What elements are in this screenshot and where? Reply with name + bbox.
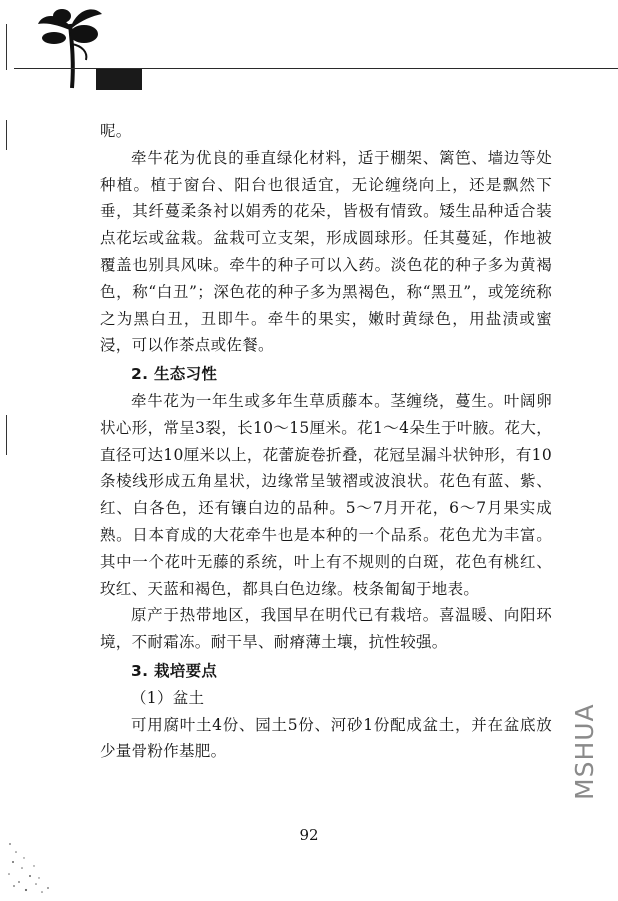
scan-speckle bbox=[6, 838, 66, 898]
paragraph: 牵牛花为优良的垂直绿化材料，适于棚架、篱笆、墙边等处种植。植于窗台、阳台也很适宜，无论缠绕向上，还是飘然下垂，其纤蔓柔条衬以娟秀的花朵，皆极有情致。矮生品种适合装点花坛或盆栽。盆栽可立支架，形成圆球形。任其蔓延，作地被覆盖也别具风味。牵牛的种子可以入药。淡色花的种子多为黄褐色，称“白丑”；深色花的种子多为黑褐色，称“黑丑”，或笼统称之为黑白丑，丑即牛。牵牛的果实，嫩时黄绿色，用盐渍或蜜浸，可以作茶点或佐餐。 bbox=[100, 148, 552, 355]
margin-line bbox=[6, 120, 7, 150]
subsection-heading: （1）盆土 bbox=[131, 688, 205, 707]
paragraph: 牵牛花为一年生或多年生草质藤本。茎缠绕，蔓生。叶阔卵状心形，常呈3裂，长10～15厘米。花1～4朵生于叶腋。花大，直径可达10厘米以上，花蕾旋卷折叠，花冠呈漏斗状钟形，有10条棱线形成五角星状，边缘常呈皱褶或波浪状。花色有蓝、紫、红、白各色，还有镶白边的品种。5～7月开花，6～7月果实成熟。日本育成的大花牵牛也是本种的一个品系。花色尤为丰富。其中一个花叶无藤的系统，叶上有不规则的白斑，花色有桃红、玫红、天蓝和褐色，都具白色边缘。枝条匍匐于地表。 bbox=[100, 391, 552, 598]
paragraph: 原产于热带地区，我国早在明代已有栽培。喜温暖、向阳环境，不耐霜冻。耐干旱、耐瘠薄土壤，抗性较强。 bbox=[100, 606, 552, 652]
watermark: MSHUA bbox=[570, 703, 599, 800]
margin-line bbox=[6, 24, 7, 70]
page-number: 92 bbox=[299, 826, 319, 844]
header-block bbox=[96, 69, 142, 90]
paragraph: 可用腐叶土4份、园土5份、河砂1份配成盆土，并在盆底放少量骨粉作基肥。 bbox=[100, 715, 552, 761]
body-text bbox=[100, 118, 552, 765]
section-heading: 3. 栽培要点 bbox=[131, 661, 218, 680]
margin-line bbox=[6, 415, 7, 455]
paragraph: 呢。 bbox=[100, 122, 132, 140]
section-heading: 2. 生态习性 bbox=[131, 365, 218, 384]
